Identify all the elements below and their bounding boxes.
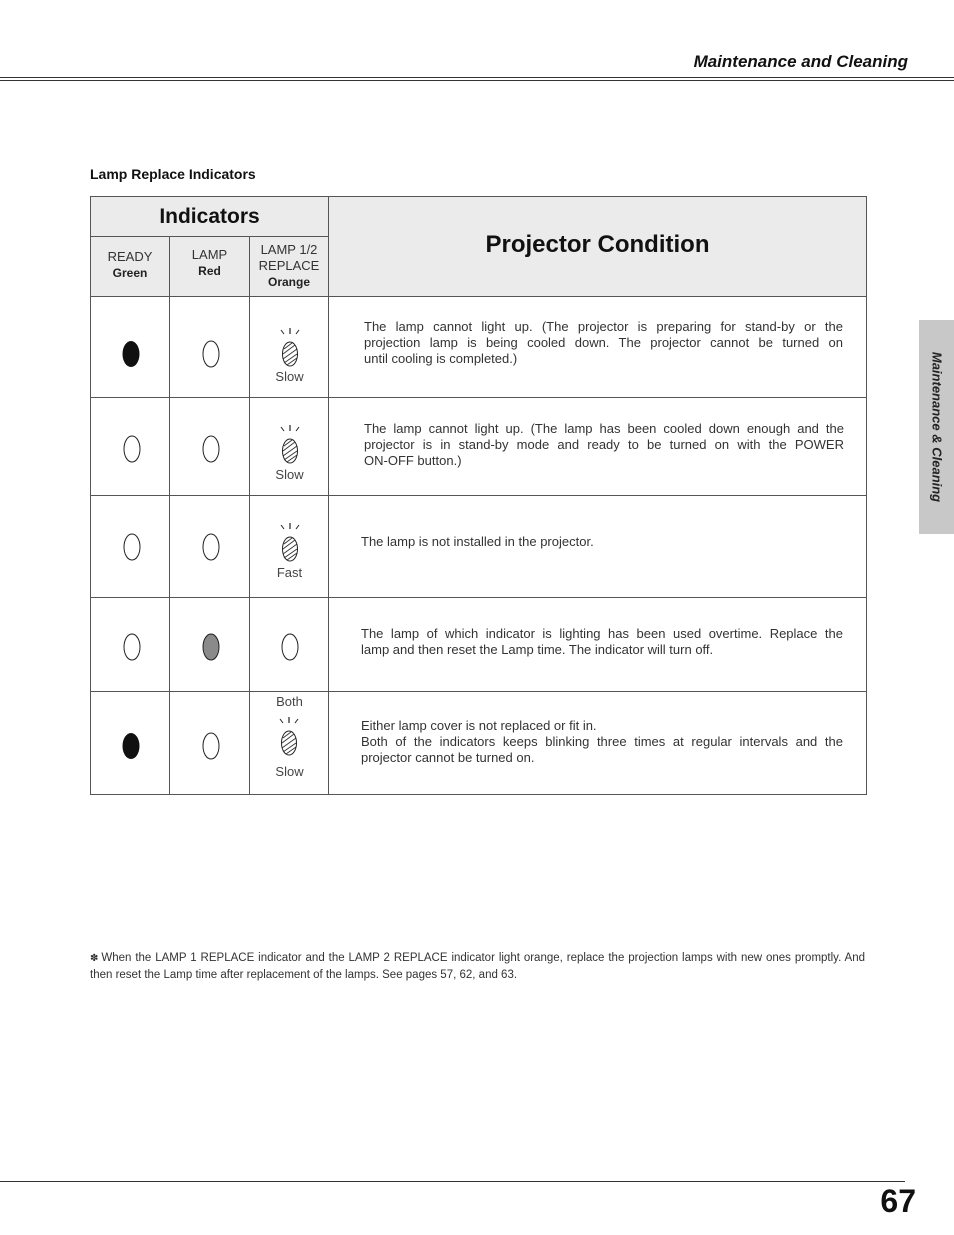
condition-line: The lamp cannot light up. (The projector is preparing for stand-by or the xyxy=(364,319,843,334)
led-blinking-icon xyxy=(278,327,302,371)
row1-condition-cell xyxy=(328,296,867,398)
led-off-icon xyxy=(201,731,221,761)
led-off-icon xyxy=(122,434,142,464)
condition-line: The lamp cannot light up. (The lamp has been cooled down enough and the xyxy=(364,421,844,436)
condition-line: until cooling is completed.) xyxy=(364,351,518,366)
row4-condition-cell xyxy=(328,597,867,692)
row5-replace-cell xyxy=(249,691,329,795)
row4-ready-cell xyxy=(90,597,170,692)
row1-lamp-cell xyxy=(169,296,250,398)
led-on-icon xyxy=(121,339,141,369)
row2-replace-cell xyxy=(249,397,329,496)
row3-lamp-cell xyxy=(169,495,250,598)
row2-condition-text xyxy=(364,421,844,469)
row3-ready-cell xyxy=(90,495,170,598)
row2-ready-cell xyxy=(90,397,170,496)
row2-condition-cell xyxy=(328,397,867,496)
row3-condition-cell xyxy=(328,495,867,598)
lamp-color: Red xyxy=(198,264,221,278)
led-blinking-icon xyxy=(277,716,301,760)
indicator-table xyxy=(90,196,867,795)
led-off-icon xyxy=(201,434,221,464)
condition-line: lamp and then reset the Lamp time. The indicator will turn off. xyxy=(361,642,714,657)
led-off-icon xyxy=(122,632,142,662)
ready-label: READY xyxy=(107,249,153,264)
blink-speed-label: Slow xyxy=(275,369,304,384)
condition-line: ON-OFF button.) xyxy=(364,453,462,468)
row4-replace-cell xyxy=(249,597,329,692)
column-header-lamp xyxy=(169,236,250,297)
header-rule-top xyxy=(0,77,954,78)
led-blinking-icon xyxy=(278,522,302,566)
replace-label-line2: REPLACE xyxy=(258,258,320,273)
condition-line: The lamp of which indicator is lighting has been used overtime. Replace the xyxy=(361,626,843,641)
led-off-icon xyxy=(201,532,221,562)
row1-ready-cell xyxy=(90,296,170,398)
row4-lamp-cell xyxy=(169,597,250,692)
condition-title: Projector Condition xyxy=(485,231,710,258)
condition-line: The lamp is not installed in the projector. xyxy=(361,534,594,549)
row1-replace-cell xyxy=(249,296,329,398)
blink-speed-label: Slow xyxy=(275,764,304,779)
replace-color: Orange xyxy=(267,275,310,289)
footnote-mark: ✽ xyxy=(90,953,99,964)
blink-speed-label: Slow xyxy=(275,467,304,482)
ready-color: Green xyxy=(112,266,148,280)
footnote-text: When the LAMP 1 REPLACE indicator and the LAMP 2 REPLACE indicator light orange, replace the projection lamps with new ones promptly. And then reset the Lamp time after replacement of the lamps. See pages 57, 62, and 63. xyxy=(90,952,865,981)
row3-condition-text xyxy=(361,534,843,550)
led-on-icon xyxy=(121,731,141,761)
column-header-replace xyxy=(249,236,329,297)
condition-line: projection lamp is being cooled down. The projector cannot be turned on xyxy=(364,335,843,350)
column-header-ready xyxy=(90,236,170,297)
indicators-title: Indicators xyxy=(159,205,260,228)
led-off-icon xyxy=(122,532,142,562)
running-header: Maintenance and Cleaning xyxy=(693,52,908,71)
condition-line: Both of the indicators keeps blinking three times at regular intervals and the xyxy=(361,734,843,749)
replace-label-line1: LAMP 1/2 xyxy=(260,242,318,257)
row5-lamp-cell xyxy=(169,691,250,795)
led-blinking-icon xyxy=(278,424,302,468)
row5-condition-text xyxy=(361,718,843,766)
condition-header xyxy=(328,196,867,297)
condition-line: projector is in stand-by mode and ready to be turned on with the POWER xyxy=(364,437,844,452)
header-rule-bottom xyxy=(0,80,954,81)
row2-lamp-cell xyxy=(169,397,250,496)
side-tab-label: Maintenance & Cleaning xyxy=(929,351,944,503)
row5-ready-cell xyxy=(90,691,170,795)
row1-condition-text xyxy=(364,319,843,367)
row3-replace-cell xyxy=(249,495,329,598)
lamp-label: LAMP xyxy=(191,247,228,262)
blink-speed-label: Fast xyxy=(276,565,303,580)
led-off-icon xyxy=(280,632,300,662)
page-number: 67 xyxy=(880,1183,916,1219)
indicators-header xyxy=(90,196,329,237)
led-on-grey-icon xyxy=(201,632,221,662)
section-title: Lamp Replace Indicators xyxy=(90,166,256,182)
row4-condition-text xyxy=(361,626,843,658)
condition-line: projector cannot be turned on. xyxy=(361,750,535,765)
both-label: Both xyxy=(276,694,303,709)
led-off-icon xyxy=(201,339,221,369)
footnote xyxy=(90,950,865,983)
row5-condition-cell xyxy=(328,691,867,795)
condition-line: Either lamp cover is not replaced or fit in. xyxy=(361,718,597,733)
side-tab xyxy=(919,320,954,534)
footer-rule xyxy=(0,1181,905,1182)
